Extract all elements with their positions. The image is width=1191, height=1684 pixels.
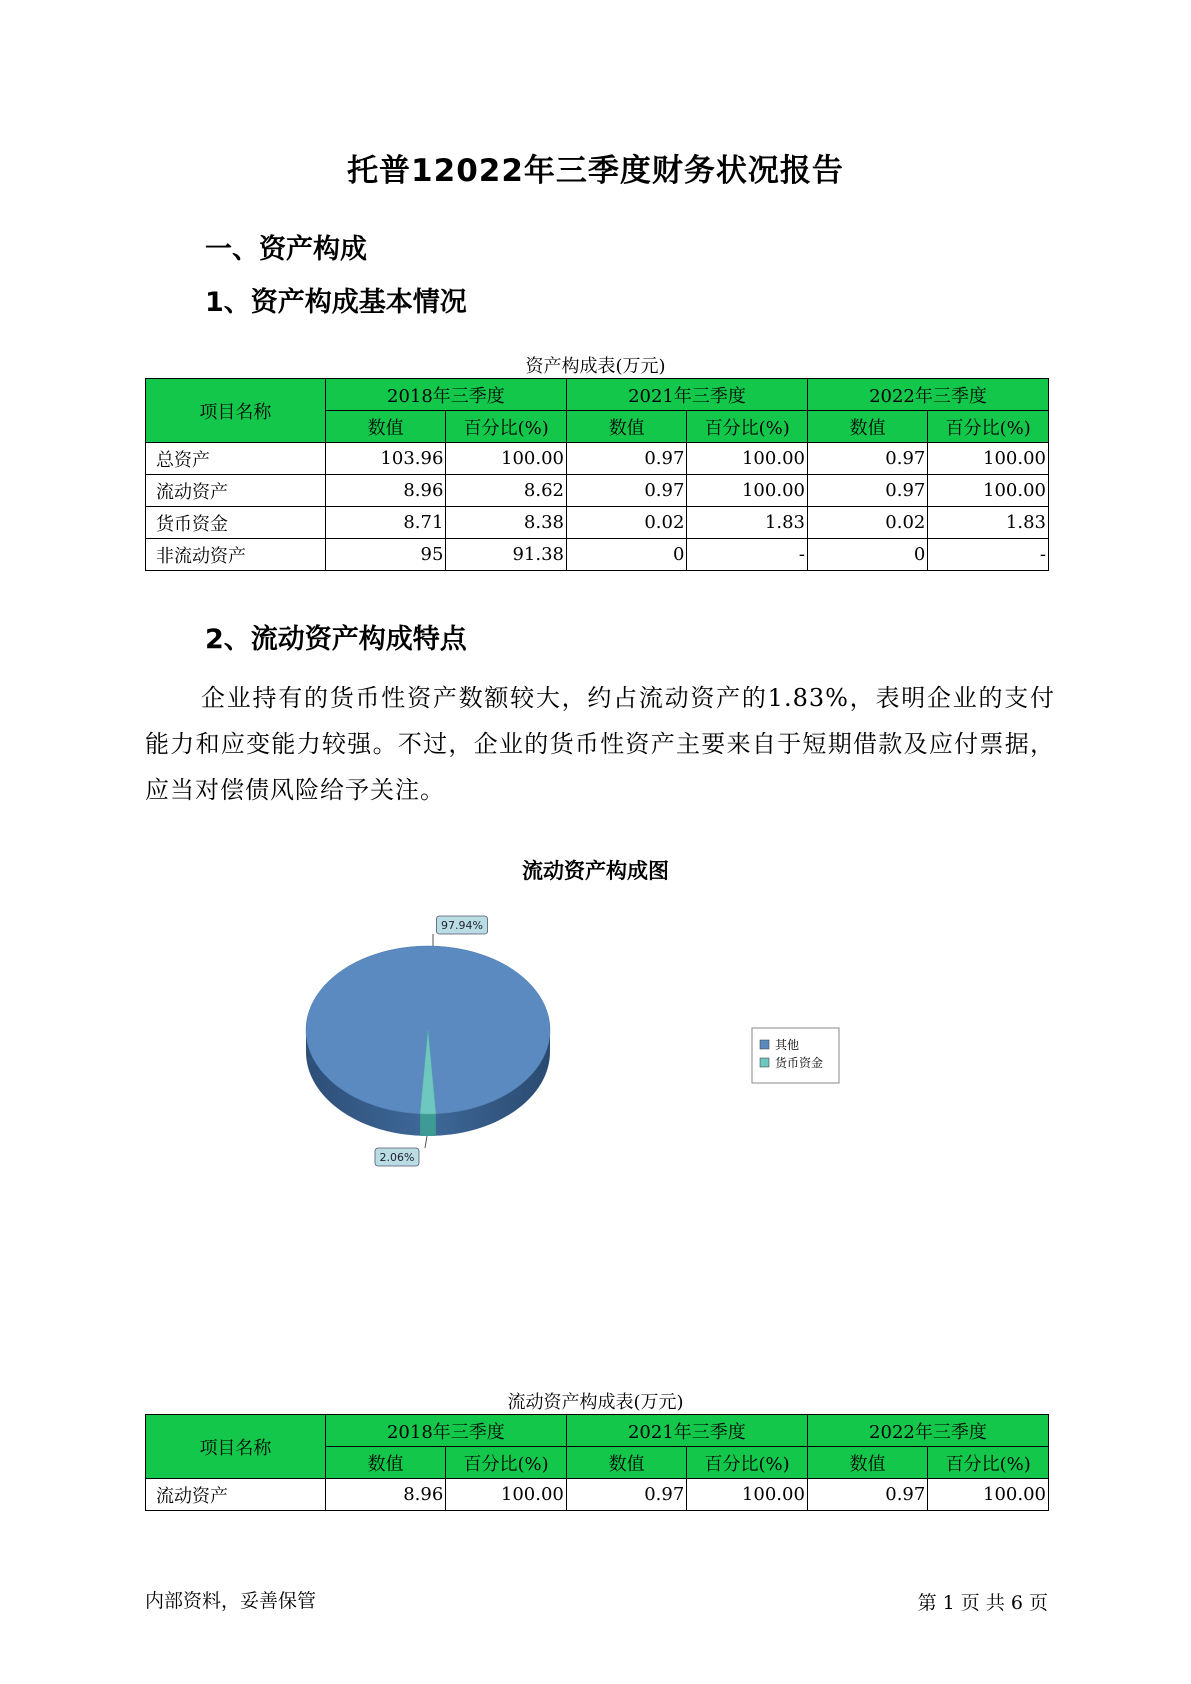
current-assets-table: [145, 1414, 1049, 1511]
table-cell: 8.62: [446, 475, 567, 507]
footer-page-number: 第 1 页 共 6 页: [917, 1592, 1048, 1614]
table-cell: 100.00: [928, 443, 1049, 475]
header-percent: 百分比(%): [687, 1447, 808, 1479]
header-period: 2021年三季度: [566, 1415, 807, 1447]
row-label: 流动资产: [146, 1479, 326, 1511]
analysis-paragraph: 企业持有的货币性资产数额较大，约占流动资产的1.83%，表明企业的支付能力和应变能力较强。不过，企业的货币性资产主要来自于短期借款及应付票据，应当对偿债风险给予关注。: [145, 684, 1055, 804]
legend-label-other: 其他: [775, 1038, 800, 1052]
data-label-cash: 2.06%: [379, 1151, 415, 1164]
row-label: 货币资金: [146, 507, 326, 539]
header-percent: 百分比(%): [446, 411, 567, 443]
subsection-heading-basic-situation: 1、资产构成基本情况: [205, 287, 467, 318]
table-cell: 8.71: [325, 507, 446, 539]
table-cell: 8.38: [446, 507, 567, 539]
footer-confidential: 内部资料，妥善保管: [145, 1590, 317, 1612]
table-cell: 0.97: [807, 443, 927, 475]
table-cell: 0.97: [807, 1479, 927, 1511]
header-item-name: 项目名称: [146, 379, 326, 443]
data-label-cash-leader: [425, 1136, 427, 1148]
chart-legend: [752, 1028, 839, 1083]
table-row: [146, 1479, 1049, 1511]
header-period: 2022年三季度: [807, 379, 1048, 411]
pie-group: [306, 916, 550, 1166]
header-percent: 百分比(%): [928, 411, 1049, 443]
header-value: 数值: [566, 411, 686, 443]
header-value: 数值: [807, 1447, 927, 1479]
table1-caption: 资产构成表(万元): [525, 356, 666, 377]
header-value: 数值: [807, 411, 927, 443]
table-cell: 8.96: [325, 475, 446, 507]
table-cell: 0.02: [807, 507, 927, 539]
table-cell: 0.97: [807, 475, 927, 507]
table-cell: 0.02: [566, 507, 686, 539]
page-title: 托普12022年三季度财务状况报告: [347, 153, 844, 189]
table-row: [146, 539, 1049, 571]
legend-swatch-other: [760, 1040, 769, 1049]
table-cell: 100.00: [446, 1479, 567, 1511]
row-label: 总资产: [146, 443, 326, 475]
header-value: 数值: [325, 1447, 445, 1479]
data-label-other: 97.94%: [441, 919, 483, 932]
table-cell: 100.00: [687, 443, 808, 475]
current-assets-pie-chart: [290, 900, 850, 1180]
pie-slice-cash-side: [420, 1114, 436, 1136]
table-cell: 100.00: [446, 443, 567, 475]
table-cell: -: [928, 539, 1049, 571]
legend-swatch-cash: [760, 1058, 769, 1067]
header-value: 数值: [325, 411, 446, 443]
row-label: 流动资产: [146, 475, 326, 507]
table-cell: 95: [325, 539, 446, 571]
table-cell: 1.83: [687, 507, 808, 539]
table2-caption: 流动资产构成表(万元): [507, 1392, 684, 1413]
row-label: 非流动资产: [146, 539, 326, 571]
table-cell: 0.97: [566, 443, 686, 475]
header-period: 2021年三季度: [566, 379, 807, 411]
table-row: [146, 475, 1049, 507]
table-cell: 100.00: [928, 475, 1049, 507]
table-cell: 0: [566, 539, 686, 571]
table-row: [146, 443, 1049, 475]
header-percent: 百分比(%): [446, 1447, 567, 1479]
asset-composition-table: [145, 378, 1049, 571]
header-percent: 百分比(%): [928, 1447, 1049, 1479]
header-value: 数值: [566, 1447, 686, 1479]
subsection-heading-current-assets: 2、流动资产构成特点: [205, 624, 467, 655]
section-heading-asset-composition: 一、资产构成: [205, 234, 367, 265]
chart-title: 流动资产构成图: [522, 859, 669, 883]
table-cell: 8.96: [325, 1479, 445, 1511]
table-cell: 0: [807, 539, 927, 571]
table-cell: 1.83: [928, 507, 1049, 539]
table-cell: 100.00: [687, 1479, 808, 1511]
legend-label-cash: 货币资金: [775, 1056, 824, 1070]
header-period: 2018年三季度: [325, 379, 566, 411]
table-row: [146, 507, 1049, 539]
table-cell: 100.00: [687, 475, 808, 507]
header-item-name: 项目名称: [146, 1415, 326, 1479]
header-period: 2018年三季度: [325, 1415, 566, 1447]
table-cell: 91.38: [446, 539, 567, 571]
table-cell: 100.00: [928, 1479, 1049, 1511]
table-cell: 0.97: [566, 475, 686, 507]
table-cell: 103.96: [325, 443, 446, 475]
table-cell: -: [687, 539, 808, 571]
header-period: 2022年三季度: [807, 1415, 1048, 1447]
table-cell: 0.97: [566, 1479, 686, 1511]
header-percent: 百分比(%): [687, 411, 808, 443]
